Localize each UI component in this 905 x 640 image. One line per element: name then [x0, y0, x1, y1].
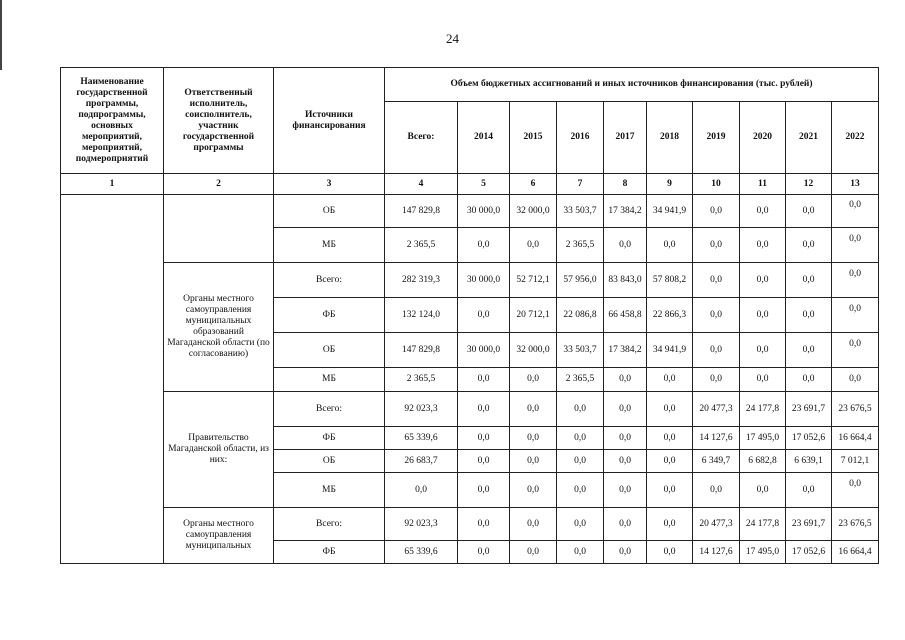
value-cell — [458, 508, 510, 541]
value-cell — [458, 392, 510, 427]
value-text: 0,0 — [527, 484, 539, 495]
column-number: 1 — [61, 174, 164, 195]
value-text: 0,0 — [756, 274, 769, 285]
value-text: 0,0 — [527, 455, 539, 466]
value-cell — [557, 508, 604, 541]
header-year: 2021 — [786, 102, 832, 174]
value-cell — [832, 541, 879, 564]
value-text: 0,0 — [619, 239, 631, 250]
value-cell — [458, 473, 510, 508]
value-text: 0,0 — [477, 546, 490, 557]
value-text: 57 808,2 — [652, 274, 687, 285]
value-cell — [647, 473, 693, 508]
column-number: 7 — [557, 174, 604, 195]
value-text: 147 829,8 — [402, 344, 440, 355]
value-cell — [740, 541, 786, 564]
value-cell — [510, 263, 557, 298]
value-cell — [604, 195, 647, 228]
value-cell — [786, 541, 832, 564]
table-row — [61, 392, 879, 427]
table-row — [61, 195, 879, 228]
value-text: 0,0 — [849, 478, 861, 489]
value-cell — [604, 427, 647, 450]
value-cell — [385, 228, 458, 263]
value-text: 0,0 — [477, 518, 490, 529]
value-cell — [604, 228, 647, 263]
source-cell: ФБ — [274, 541, 385, 564]
value-text: 0,0 — [663, 374, 676, 384]
value-text: 92 023,3 — [404, 403, 438, 414]
value-text: 0,0 — [477, 239, 490, 250]
value-text: 0,0 — [802, 309, 815, 320]
value-cell — [510, 473, 557, 508]
value-text: 20 477,3 — [699, 518, 733, 529]
value-text: 0,0 — [756, 309, 769, 320]
value-cell — [693, 392, 740, 427]
value-cell — [647, 541, 693, 564]
value-cell — [740, 263, 786, 298]
value-cell — [385, 333, 458, 368]
value-text: 30 000,0 — [466, 274, 501, 285]
value-text: 92 023,3 — [404, 518, 438, 529]
value-text: 0,0 — [527, 403, 539, 414]
source-cell: Всего: — [274, 263, 385, 298]
column-number: 5 — [458, 174, 510, 195]
value-text: 0,0 — [527, 239, 539, 250]
value-text: 0,0 — [619, 518, 631, 529]
value-cell — [832, 368, 879, 392]
value-text: 83 843,0 — [608, 274, 642, 285]
value-text: 20 712,1 — [516, 309, 550, 320]
value-text: 0,0 — [574, 484, 586, 495]
value-cell — [604, 263, 647, 298]
value-text: 0,0 — [710, 309, 722, 320]
value-cell — [604, 368, 647, 392]
value-cell — [786, 450, 832, 473]
value-text: 0,0 — [619, 484, 631, 495]
value-text: 0,0 — [710, 239, 722, 250]
value-text: 0,0 — [802, 374, 815, 384]
value-text: 0,0 — [574, 455, 586, 466]
column-number: 12 — [786, 174, 832, 195]
value-text: 33 503,7 — [563, 344, 597, 355]
header-total: Всего: — [385, 102, 458, 174]
value-text: 0,0 — [710, 344, 722, 355]
value-text: 33 503,7 — [563, 205, 597, 216]
value-text: 0,0 — [802, 484, 815, 495]
value-cell — [458, 195, 510, 228]
value-text: 0,0 — [802, 344, 815, 355]
value-cell — [786, 195, 832, 228]
header-year: 2016 — [557, 102, 604, 174]
value-cell — [832, 333, 879, 368]
value-text: 6 639,1 — [794, 455, 823, 466]
value-text: 0,0 — [849, 233, 861, 244]
value-cell — [786, 368, 832, 392]
value-cell — [832, 427, 879, 450]
value-text: 0,0 — [527, 374, 539, 384]
value-text: 0,0 — [619, 546, 631, 557]
value-text: 24 177,8 — [745, 518, 780, 529]
value-text: 6 349,7 — [701, 455, 731, 466]
header-program: Наименование государственной программы, подпрограммы, основных мероприятий, мероприятий, подмероприятий — [61, 68, 164, 174]
value-text: 0,0 — [574, 403, 586, 414]
column-number: 10 — [693, 174, 740, 195]
value-text: 17 495,0 — [745, 432, 780, 443]
value-cell — [557, 541, 604, 564]
value-cell — [510, 195, 557, 228]
value-text: 20 477,3 — [699, 403, 733, 414]
value-text: 0,0 — [415, 484, 427, 495]
value-text: 0,0 — [574, 518, 586, 529]
value-cell — [740, 195, 786, 228]
value-text: 147 829,8 — [402, 205, 440, 216]
value-text: 0,0 — [527, 546, 539, 557]
value-text: 57 956,0 — [563, 274, 597, 285]
value-text: 0,0 — [477, 374, 490, 384]
value-cell — [510, 541, 557, 564]
source-cell: ОБ — [274, 333, 385, 368]
source-cell: МБ — [274, 473, 385, 508]
value-cell — [557, 333, 604, 368]
value-text: 0,0 — [574, 432, 586, 443]
value-cell — [832, 228, 879, 263]
value-text: 65 339,6 — [404, 546, 438, 557]
value-cell — [385, 195, 458, 228]
value-cell — [786, 333, 832, 368]
value-text: 26 683,7 — [404, 455, 438, 466]
value-text: 0,0 — [527, 518, 539, 529]
value-text: 0,0 — [477, 403, 490, 414]
value-cell — [385, 368, 458, 392]
table-row — [61, 508, 879, 541]
value-text: 34 941,9 — [652, 205, 687, 216]
value-cell — [693, 228, 740, 263]
value-cell — [647, 263, 693, 298]
value-text: 0,0 — [849, 374, 861, 384]
value-text: 0,0 — [477, 309, 490, 320]
value-cell — [647, 195, 693, 228]
value-text: 24 177,8 — [745, 403, 780, 414]
value-text: 23 676,5 — [838, 518, 872, 529]
header-year: 2022 — [832, 102, 879, 174]
value-text: 282 319,3 — [402, 274, 440, 285]
value-cell — [832, 392, 879, 427]
value-text: 0,0 — [802, 205, 815, 216]
value-cell — [557, 427, 604, 450]
value-text: 0,0 — [619, 403, 631, 414]
value-cell — [458, 228, 510, 263]
value-cell — [740, 298, 786, 333]
value-text: 14 127,6 — [699, 432, 733, 443]
value-cell — [740, 392, 786, 427]
source-cell: ОБ — [274, 195, 385, 228]
value-cell — [385, 473, 458, 508]
value-text: 0,0 — [849, 199, 861, 210]
value-cell — [740, 427, 786, 450]
value-cell — [458, 368, 510, 392]
value-cell — [786, 392, 832, 427]
value-text: 17 384,2 — [608, 205, 642, 216]
value-text: 65 339,6 — [404, 432, 438, 443]
value-cell — [510, 298, 557, 333]
value-text: 23 691,7 — [791, 518, 826, 529]
value-cell — [510, 450, 557, 473]
value-text: 17 384,2 — [608, 344, 642, 355]
column-number: 4 — [385, 174, 458, 195]
value-cell — [458, 263, 510, 298]
value-text: 0,0 — [710, 205, 722, 216]
value-cell — [740, 228, 786, 263]
value-text: 0,0 — [574, 546, 586, 557]
value-cell — [740, 450, 786, 473]
value-cell — [786, 508, 832, 541]
value-text: 0,0 — [756, 374, 769, 384]
value-cell — [510, 368, 557, 392]
column-number: 11 — [740, 174, 786, 195]
value-cell — [740, 368, 786, 392]
value-cell — [740, 333, 786, 368]
value-cell — [647, 333, 693, 368]
column-number: 8 — [604, 174, 647, 195]
value-cell — [832, 473, 879, 508]
header-year: 2019 — [693, 102, 740, 174]
value-cell — [385, 263, 458, 298]
value-cell — [647, 450, 693, 473]
value-cell — [647, 508, 693, 541]
value-text: 0,0 — [849, 338, 861, 349]
value-cell — [740, 508, 786, 541]
source-cell: ФБ — [274, 298, 385, 333]
value-text: 0,0 — [710, 274, 722, 285]
value-cell — [604, 392, 647, 427]
value-text: 0,0 — [849, 268, 861, 279]
value-cell — [693, 541, 740, 564]
value-cell — [832, 195, 879, 228]
value-cell — [510, 333, 557, 368]
value-text: 30 000,0 — [466, 344, 501, 355]
value-text: 0,0 — [802, 274, 815, 285]
value-cell — [832, 298, 879, 333]
value-cell — [832, 263, 879, 298]
value-cell — [647, 392, 693, 427]
value-text: 2 365,5 — [565, 374, 595, 384]
value-text: 0,0 — [710, 374, 722, 384]
value-cell — [557, 368, 604, 392]
value-cell — [693, 427, 740, 450]
value-text: 0,0 — [663, 484, 676, 495]
value-text: 0,0 — [477, 432, 490, 443]
value-cell — [693, 263, 740, 298]
value-cell — [510, 228, 557, 263]
value-cell — [647, 298, 693, 333]
column-number: 13 — [832, 174, 879, 195]
value-cell — [647, 368, 693, 392]
value-cell — [604, 541, 647, 564]
value-text: 52 712,1 — [516, 274, 550, 285]
value-text: 0,0 — [619, 374, 631, 384]
page-number: 24 — [446, 31, 459, 46]
value-cell — [458, 298, 510, 333]
value-cell — [740, 473, 786, 508]
header-budget-group: Объем бюджетных ассигнований и иных источников финансирования (тыс. рублей) — [385, 68, 879, 102]
value-text: 2 365,5 — [565, 239, 595, 250]
value-text: 14 127,6 — [699, 546, 733, 557]
value-text: 0,0 — [619, 432, 631, 443]
value-text: 23 691,7 — [791, 403, 826, 414]
value-cell — [604, 333, 647, 368]
value-cell — [510, 508, 557, 541]
value-cell — [786, 263, 832, 298]
value-cell — [557, 450, 604, 473]
value-text: 17 052,6 — [791, 432, 826, 443]
value-cell — [647, 427, 693, 450]
header-year: 2015 — [510, 102, 557, 174]
value-text: 0,0 — [710, 484, 722, 495]
value-cell — [647, 228, 693, 263]
value-text: 32 000,0 — [516, 344, 550, 355]
header-executor: Ответственный исполнитель, соисполнитель, участник государственной программы — [164, 68, 274, 174]
value-text: 6 682,8 — [748, 455, 777, 466]
value-text: 0,0 — [663, 546, 676, 557]
column-number: 9 — [647, 174, 693, 195]
value-cell — [832, 450, 879, 473]
value-text: 0,0 — [756, 205, 769, 216]
value-text: 23 676,5 — [838, 403, 872, 414]
column-number: 6 — [510, 174, 557, 195]
value-text: 0,0 — [619, 455, 631, 466]
value-cell — [385, 450, 458, 473]
value-cell — [693, 298, 740, 333]
value-cell — [385, 541, 458, 564]
value-cell — [458, 427, 510, 450]
value-text: 0,0 — [756, 239, 769, 250]
value-text: 66 458,8 — [608, 309, 642, 320]
header-year: 2018 — [647, 102, 693, 174]
value-cell — [385, 508, 458, 541]
value-cell — [786, 427, 832, 450]
value-text: 16 664,4 — [838, 546, 872, 557]
header-year: 2020 — [740, 102, 786, 174]
value-cell — [385, 392, 458, 427]
value-cell — [557, 473, 604, 508]
value-text: 0,0 — [527, 432, 539, 443]
value-text: 0,0 — [663, 518, 676, 529]
value-cell — [458, 541, 510, 564]
executor-cell — [164, 195, 274, 263]
value-cell — [693, 508, 740, 541]
value-text: 22 866,3 — [652, 309, 687, 320]
value-cell — [458, 333, 510, 368]
value-text: 0,0 — [756, 484, 769, 495]
value-cell — [832, 508, 879, 541]
column-number: 2 — [164, 174, 274, 195]
executor-cell: Органы местного самоуправления муниципальных образований Магаданской области (по согласованию) — [164, 263, 274, 392]
value-text: 0,0 — [477, 484, 490, 495]
value-text: 0,0 — [802, 239, 815, 250]
value-cell — [458, 450, 510, 473]
executor-cell: Правительство Магаданской области, из них: — [164, 392, 274, 508]
value-cell — [786, 298, 832, 333]
value-text: 0,0 — [849, 303, 861, 314]
value-cell — [786, 228, 832, 263]
value-cell — [693, 333, 740, 368]
value-cell — [557, 392, 604, 427]
value-cell — [385, 427, 458, 450]
value-cell — [786, 473, 832, 508]
budget-table — [60, 67, 879, 564]
value-cell — [557, 263, 604, 298]
column-number: 3 — [274, 174, 385, 195]
value-text: 2 365,5 — [406, 239, 436, 250]
source-cell: ФБ — [274, 427, 385, 450]
value-cell — [557, 298, 604, 333]
value-cell — [604, 473, 647, 508]
value-cell — [693, 473, 740, 508]
header-year: 2017 — [604, 102, 647, 174]
value-text: 17 052,6 — [791, 546, 826, 557]
executor-cell: Органы местного самоуправления муниципальных — [164, 508, 274, 564]
value-cell — [604, 450, 647, 473]
value-text: 0,0 — [663, 455, 676, 466]
value-cell — [693, 368, 740, 392]
value-text: 2 365,5 — [406, 374, 436, 384]
value-cell — [604, 508, 647, 541]
value-text: 0,0 — [663, 239, 676, 250]
source-cell: МБ — [274, 228, 385, 263]
value-cell — [557, 195, 604, 228]
source-cell: ОБ — [274, 450, 385, 473]
header-sources: Источники финансирования — [274, 68, 385, 174]
value-cell — [693, 450, 740, 473]
value-text: 132 124,0 — [402, 309, 440, 320]
value-text: 7 012,1 — [840, 455, 870, 466]
header-year: 2014 — [458, 102, 510, 174]
value-text: 0,0 — [663, 432, 676, 443]
source-cell: Всего: — [274, 508, 385, 541]
source-cell: МБ — [274, 368, 385, 392]
value-cell — [385, 298, 458, 333]
value-text: 17 495,0 — [745, 546, 780, 557]
value-text: 0,0 — [756, 344, 769, 355]
table-row — [61, 263, 879, 298]
value-text: 32 000,0 — [516, 205, 550, 216]
value-text: 30 000,0 — [466, 205, 501, 216]
value-text: 22 086,8 — [563, 309, 597, 320]
value-text: 0,0 — [477, 455, 490, 466]
value-cell — [510, 392, 557, 427]
program-cell — [61, 195, 164, 564]
source-cell: Всего: — [274, 392, 385, 427]
value-text: 0,0 — [663, 403, 676, 414]
value-cell — [604, 298, 647, 333]
value-cell — [510, 427, 557, 450]
value-cell — [693, 195, 740, 228]
value-text: 16 664,4 — [838, 432, 872, 443]
value-cell — [557, 228, 604, 263]
value-text: 34 941,9 — [652, 344, 687, 355]
